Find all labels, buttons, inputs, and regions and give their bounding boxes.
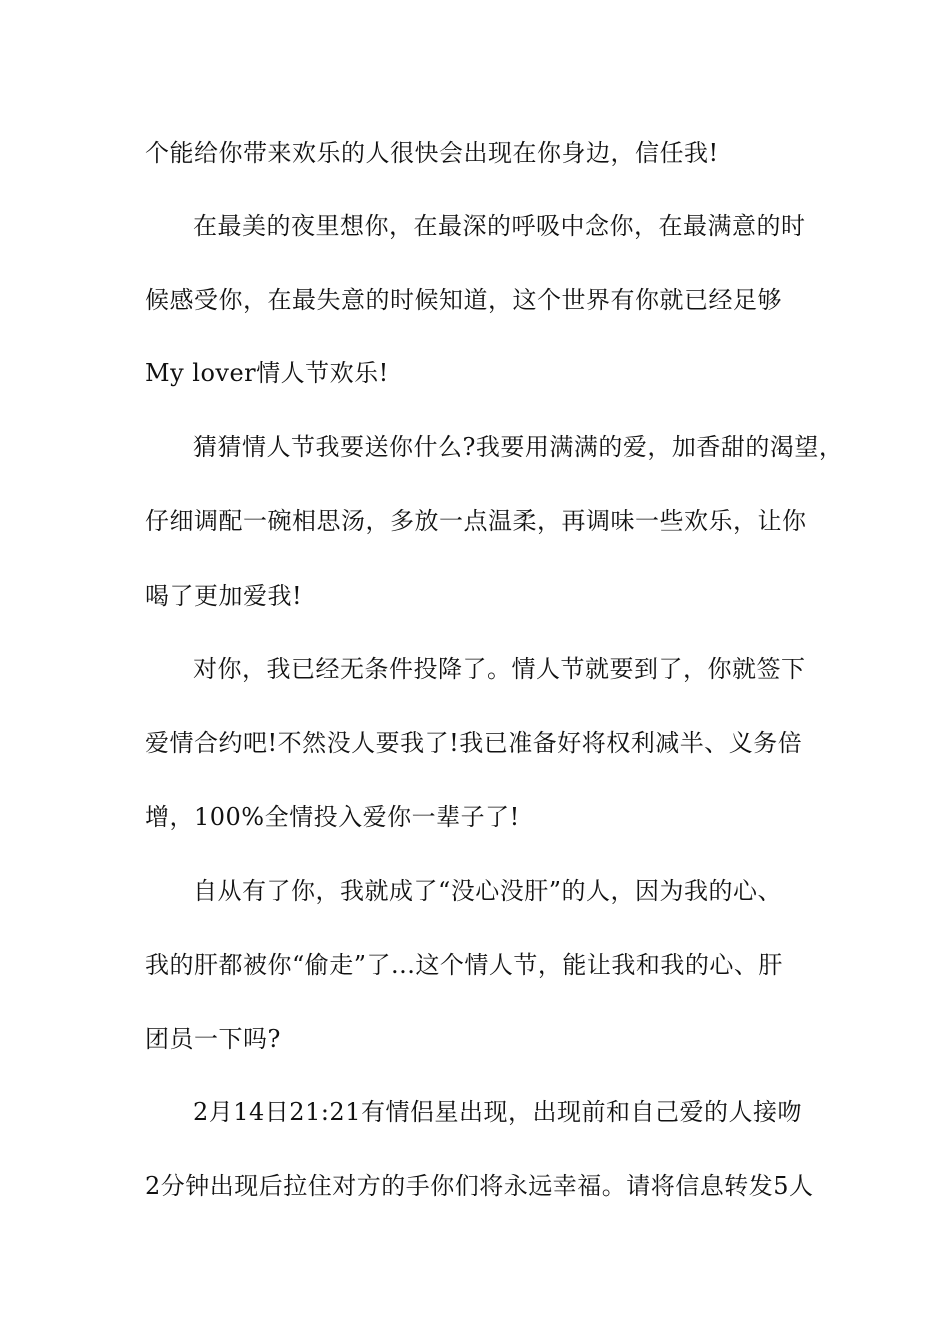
text-line: 个能给你带来欢乐的人很快会出现在你身边，信任我!: [145, 139, 719, 167]
text-line: 候感受你，在最失意的时候知道，这个世界有你就已经足够: [145, 286, 782, 314]
paragraph-first-line: 猜猜情人节我要送你什么?我要用满满的爱，加香甜的渴望，: [193, 433, 844, 461]
text-line: 2分钟出现后拉住对方的手你们将永远幸福。请将信息转发5人: [145, 1172, 814, 1200]
paragraph-first-line: 2月14日21:21有情侣星出现，出现前和自己爱的人接吻: [193, 1098, 802, 1126]
paragraph-first-line: 对你，我已经无条件投降了。情人节就要到了，你就签下: [193, 655, 806, 683]
text-line: 增，100%全情投入爱你一辈子了!: [145, 803, 520, 831]
text-line: My lover情人节欢乐!: [145, 359, 389, 387]
text-line: 喝了更加爱我!: [145, 582, 303, 610]
paragraph-first-line: 自从有了你，我就成了“没心没肝”的人，因为我的心、: [193, 877, 783, 905]
paragraph-first-line: 在最美的夜里想你，在最深的呼吸中念你，在最满意的时: [193, 212, 806, 240]
text-line: 团员一下吗?: [145, 1025, 281, 1053]
text-line: 仔细调配一碗相思汤，多放一点温柔，再调味一些欢乐，让你: [145, 507, 807, 535]
text-line: 我的肝都被你“偷走”了...这个情人节，能让我和我的心、肝: [145, 951, 783, 979]
text-line: 爱情合约吧!不然没人要我了!我已准备好将权利减半、义务倍: [145, 729, 803, 757]
